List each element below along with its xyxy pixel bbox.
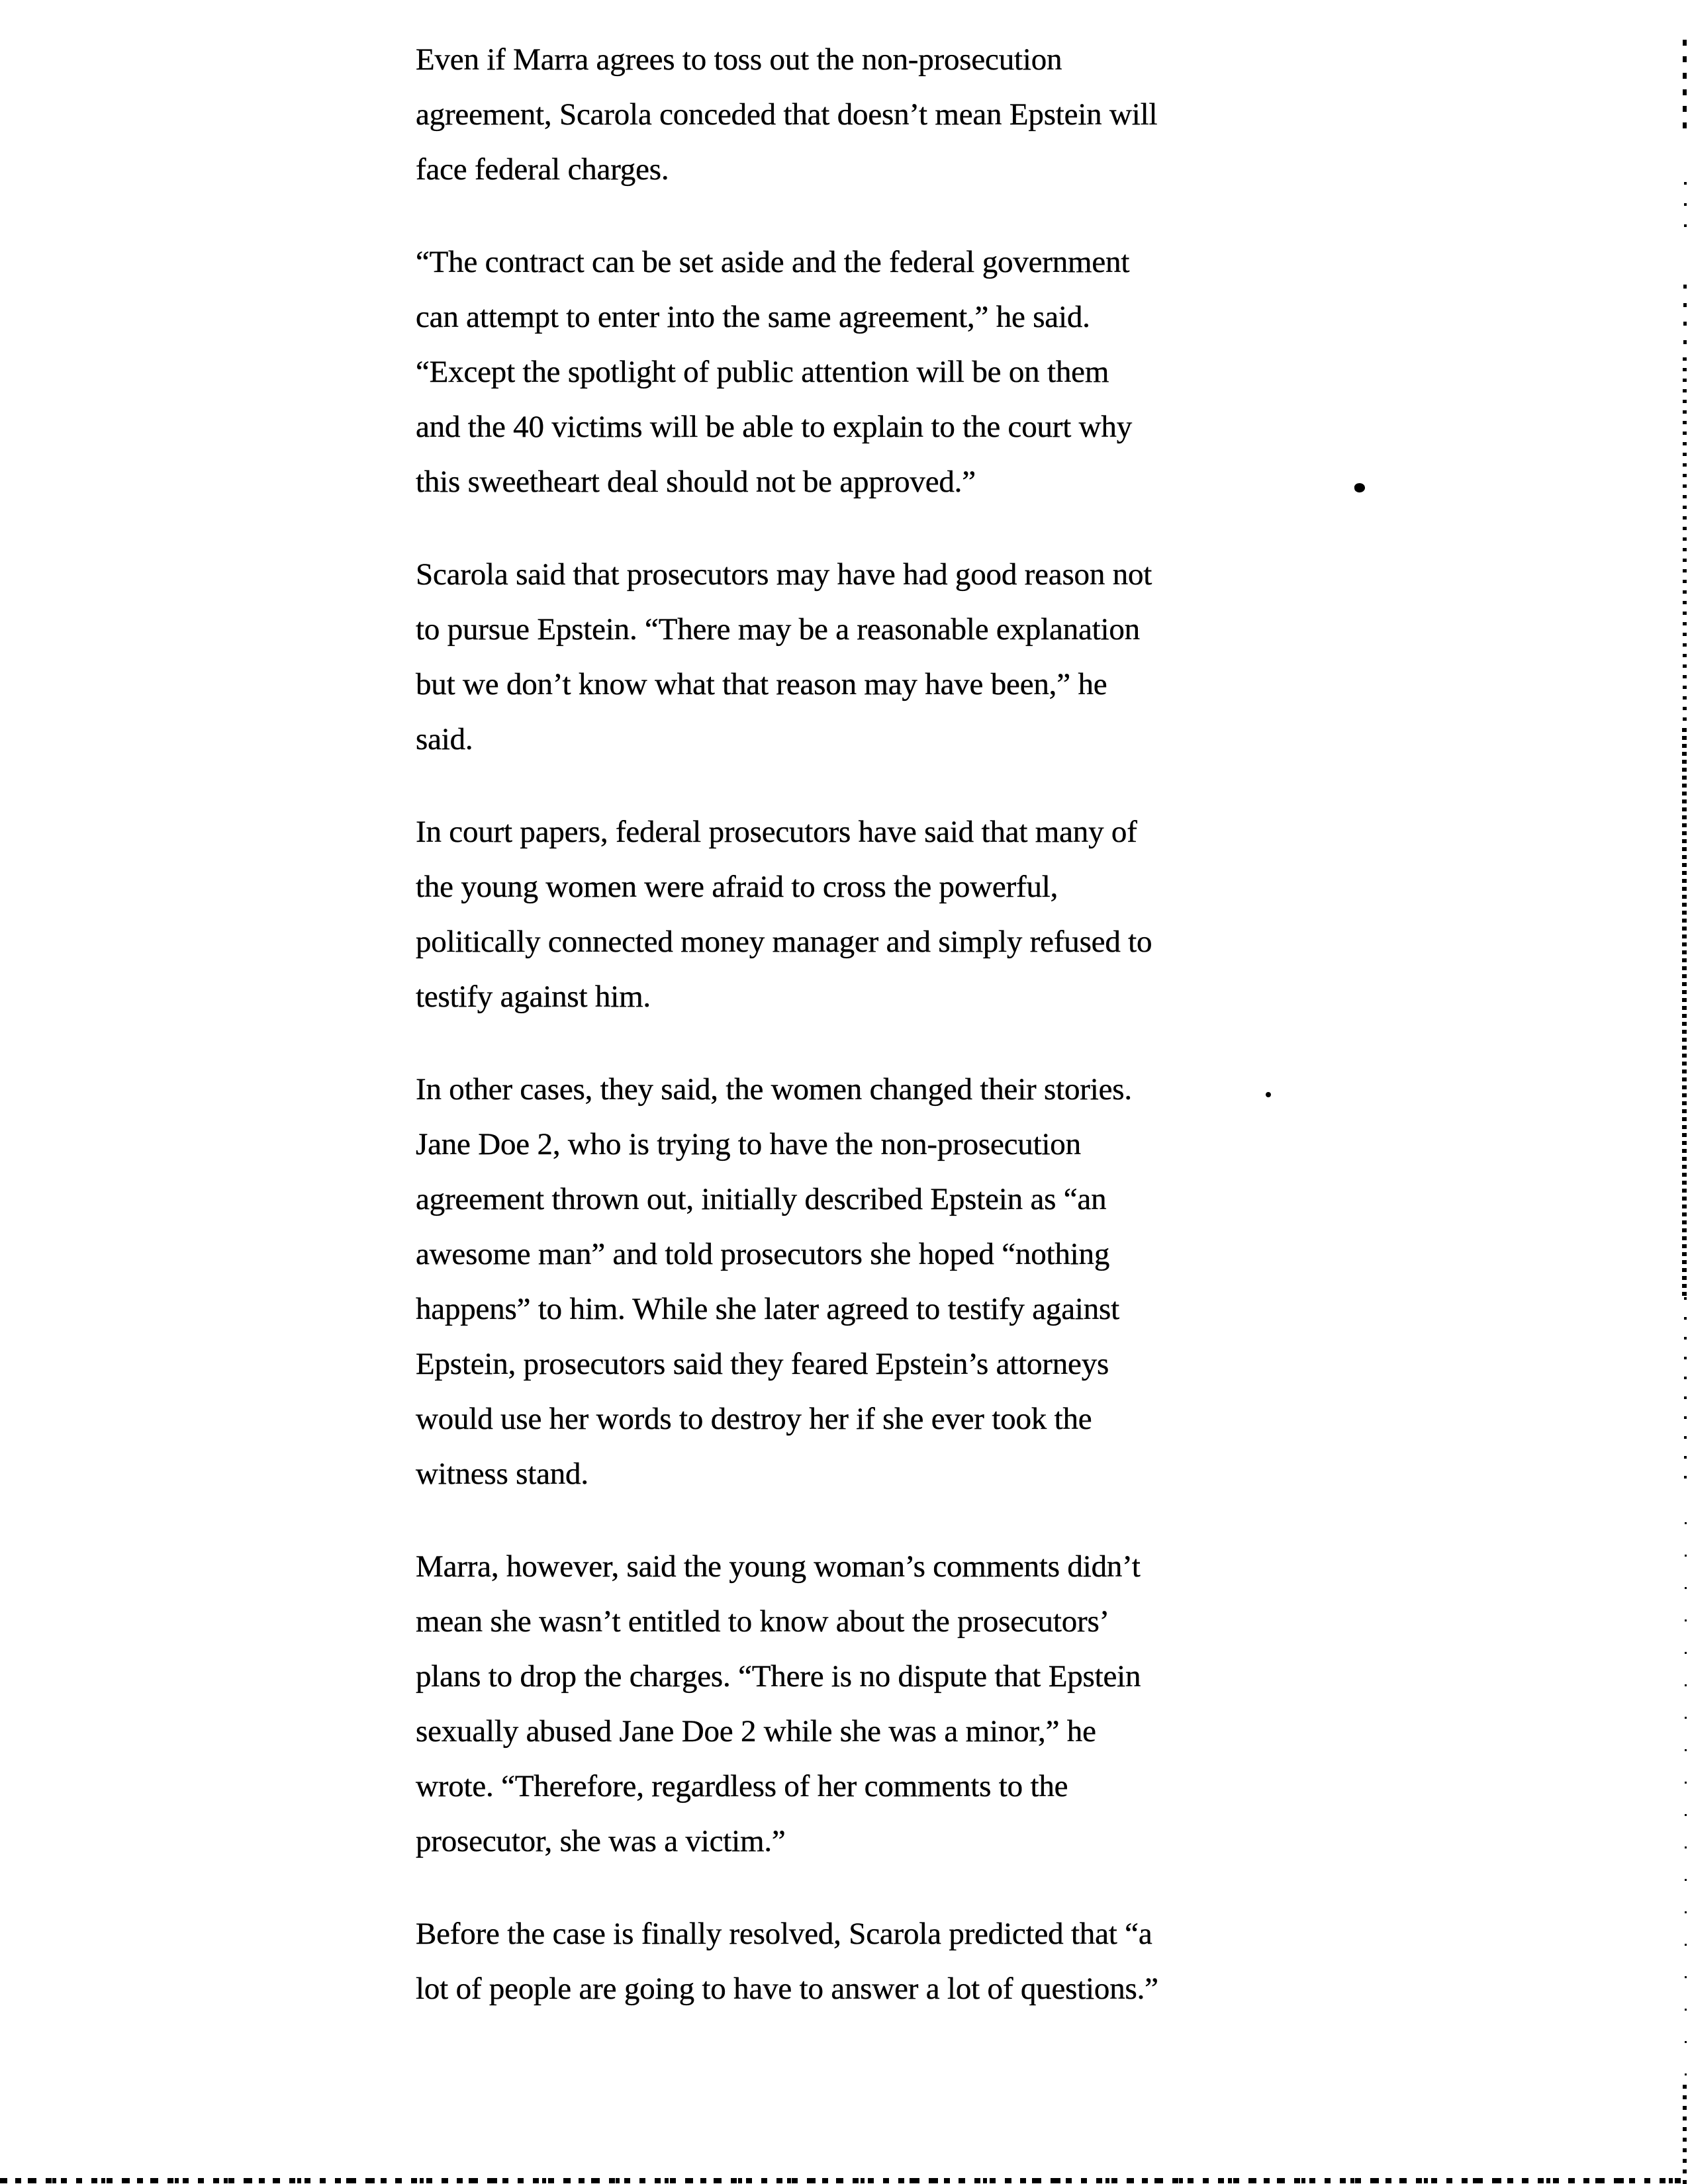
right-edge-scan-noise [1685,1522,1687,2085]
text-line: In court papers, federal prosecutors have said that many of [416,815,1137,849]
text-line: testify against him. [416,979,651,1014]
text-line: wrote. “Therefore, regardless of her comments to the [416,1769,1068,1803]
text-line: happens” to him. While she later agreed to testify against [416,1292,1119,1326]
text-line: lot of people are going to have to answer a lot of questions.” [416,1972,1158,2006]
text-line: agreement, Scarola conceded that doesn’t mean Epstein will [416,97,1158,132]
text-line: sexually abused Jane Doe 2 while she was a minor,” he [416,1714,1096,1749]
paragraph [416,32,1362,197]
paragraph [416,235,1362,510]
text-line: said. [416,722,473,756]
right-edge-scan-noise [1683,285,1687,351]
text-line: the young women were afraid to cross the powerful, [416,870,1058,904]
text-line: and the 40 victims will be able to explain to the court why [416,410,1133,444]
right-edge-scan-noise [1682,728,1687,1297]
text-line: would use her words to destroy her if she ever took the [416,1402,1092,1436]
ink-speck [1266,1092,1271,1097]
paragraph [416,1539,1362,1869]
text-line: Jane Doe 2, who is trying to have the non-prosecution [416,1127,1081,1161]
text-line: Epstein, prosecutors said they feared Epstein’s attorneys [416,1347,1109,1381]
text-line: awesome man” and told prosecutors she hoped “nothing [416,1237,1110,1271]
paragraph [416,547,1362,767]
text-line: In other cases, they said, the women changed their stories. [416,1072,1132,1107]
text-line: but we don’t know what that reason may have been,” he [416,667,1107,702]
article-body [416,32,1362,2054]
text-line: witness stand. [416,1457,588,1491]
text-line: agreement thrown out, initially described Epstein as “an [416,1182,1107,1216]
text-line: Marra, however, said the young woman’s comments didn’t [416,1549,1141,1584]
text-line: Scarola said that prosecutors may have had good reason not [416,557,1152,592]
text-line: “The contract can be set aside and the federal government [416,245,1130,279]
ink-speck [1354,482,1366,493]
text-line: Even if Marra agrees to toss out the non-prosecution [416,42,1062,77]
right-edge-scan-noise [1684,182,1687,245]
text-line: face federal charges. [416,152,669,187]
text-line: mean she wasn’t entitled to know about the prosecutors’ [416,1604,1109,1639]
text-line: this sweetheart deal should not be approved.” [416,465,976,499]
text-line: politically connected money manager and simply refused to [416,925,1152,959]
paragraph [416,1062,1362,1502]
text-line: prosecutor, she was a victim.” [416,1824,786,1858]
paragraph [416,805,1362,1024]
right-edge-scan-noise [1683,40,1687,129]
text-line: plans to drop the charges. “There is no dispute that Epstein [416,1659,1141,1694]
right-edge-scan-noise [1684,1297,1687,1496]
right-edge-scan-noise [1683,2085,1687,2184]
text-line: Before the case is finally resolved, Scarola predicted that “a [416,1917,1152,1951]
bottom-edge-scan-noise [0,2178,1688,2183]
paragraph [416,1907,1362,2017]
text-line: to pursue Epstein. “There may be a reasonable explanation [416,612,1140,647]
right-edge-scan-noise [1683,357,1687,728]
text-line: can attempt to enter into the same agreement,” he said. [416,300,1090,334]
text-line: “Except the spotlight of public attention will be on them [416,355,1109,389]
